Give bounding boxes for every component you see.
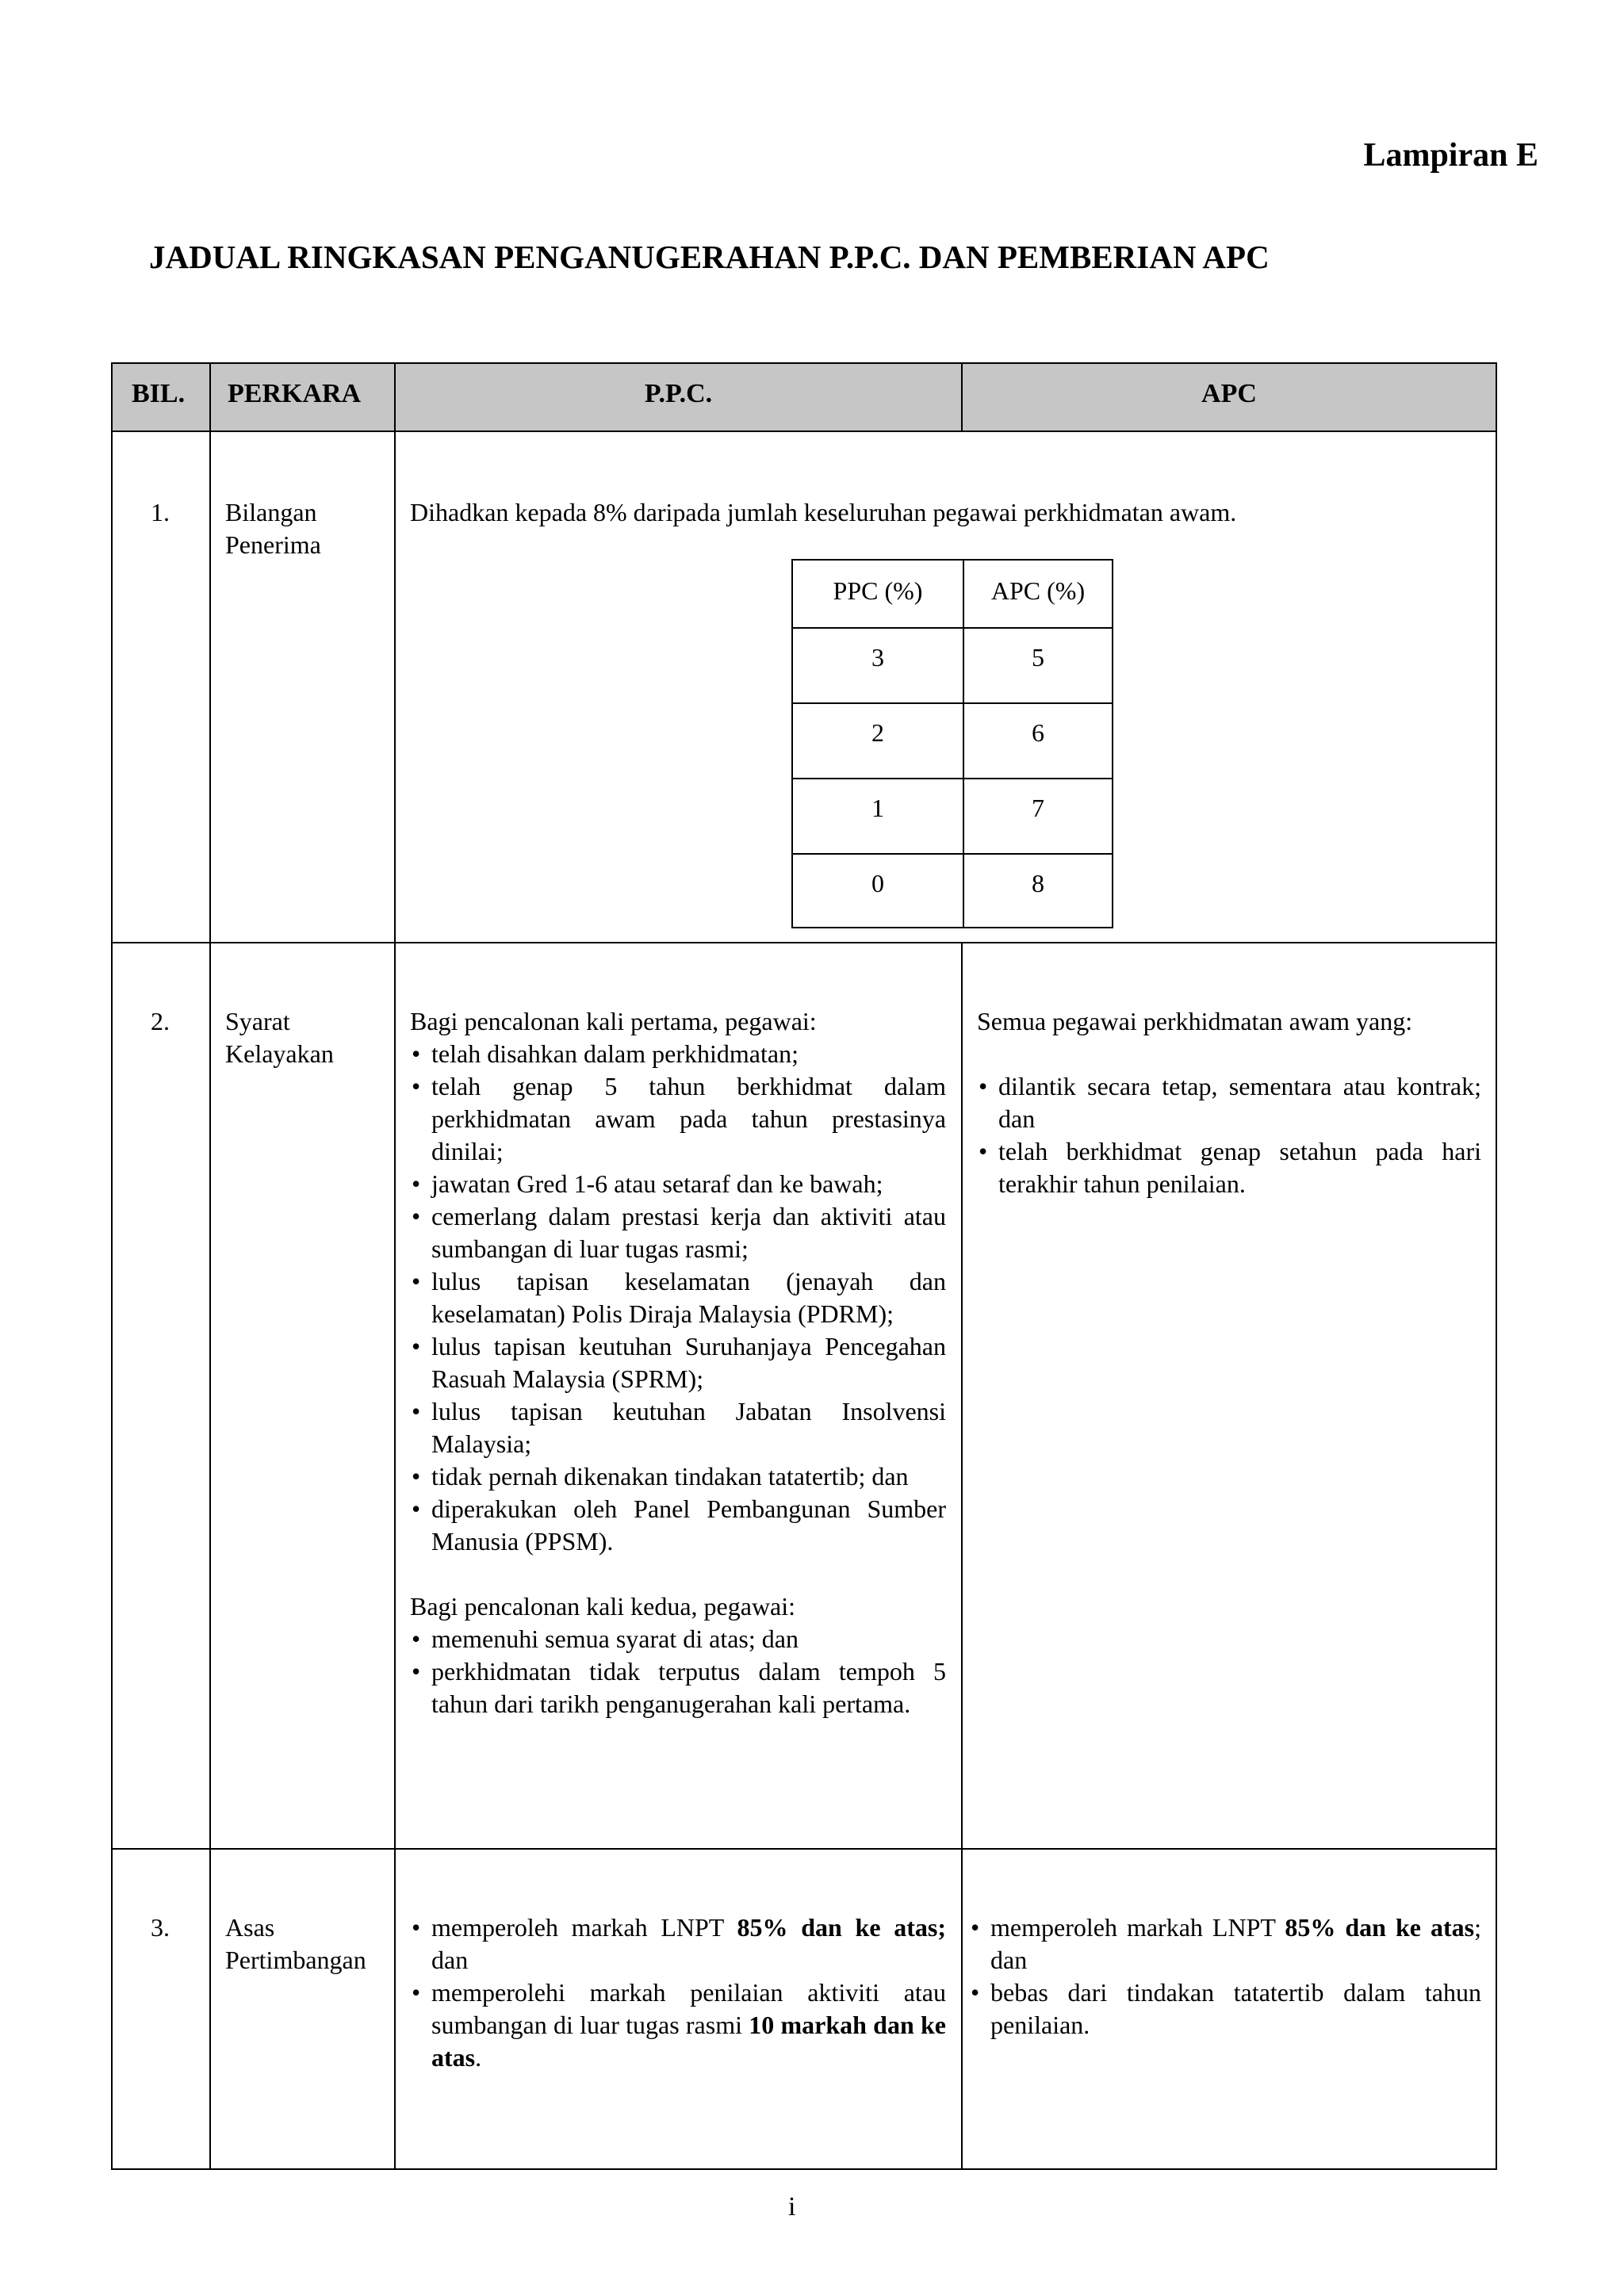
page-number: i [788, 2192, 796, 2221]
ratio-header-ppc: PPC (%) [833, 576, 923, 605]
row-3-topic: Asas Pertimbangan [225, 1913, 366, 1974]
column-header-bil: BIL. [132, 379, 186, 408]
list-item: • bebas dari tindakan tatatertib dalam tahun penilaian. [969, 1976, 1481, 2042]
row-2-number: 2. [151, 1007, 170, 1035]
ratio-table [791, 559, 1113, 928]
page-title: JADUAL RINGKASAN PENGANUGERAHAN P.P.C. DAN PEMBERIAN APC [149, 239, 1270, 275]
row-2-topic: Syarat Kelayakan [225, 1007, 334, 1068]
ratio-cell: 7 [1032, 794, 1044, 822]
ppc-first-nomination-intro: Bagi pencalonan kali pertama, pegawai: [410, 1007, 817, 1035]
row-1-topic: Bilangan Penerima [225, 498, 321, 559]
apc-eligibility-intro: Semua pegawai perkhidmatan awam yang: [977, 1007, 1413, 1035]
ppc-first-nomination-list [410, 1038, 946, 1558]
row-3-ppc-content [410, 1911, 946, 2074]
list-item: • telah genap 5 tahun berkhidmat dalam perkhidmatan awam pada tahun prestasinya dinilai; [410, 1070, 946, 1168]
apc-criteria-list [969, 1911, 1481, 2042]
ratio-cell: 8 [1032, 869, 1044, 897]
ratio-cell: 2 [871, 718, 884, 747]
list-item: • lulus tapisan keutuhan Jabatan Insolvensi Malaysia; [410, 1395, 946, 1460]
row-1-number: 1. [151, 498, 170, 526]
ppc-second-nomination-intro: Bagi pencalonan kali kedua, pegawai: [410, 1592, 796, 1621]
ratio-cell: 3 [871, 643, 884, 672]
row-2-ppc-content [410, 1005, 946, 1720]
ratio-cell: 6 [1032, 718, 1044, 747]
row-2-apc-content [977, 1005, 1481, 1200]
apc-eligibility-list [977, 1070, 1481, 1200]
column-header-apc: APC [1201, 379, 1257, 408]
list-item: • diperakukan oleh Panel Pembangunan Sumber Manusia (PPSM). [410, 1493, 946, 1558]
list-item: • memperolehi markah penilaian aktiviti atau sumbangan di luar tugas rasmi 10 markah dan ke atas. [410, 1976, 946, 2074]
list-item: • cemerlang dalam prestasi kerja dan aktiviti atau sumbangan di luar tugas rasmi; [410, 1200, 946, 1265]
list-item: • lulus tapisan keselamatan (jenayah dan keselamatan) Polis Diraja Malaysia (PDRM); [410, 1265, 946, 1330]
column-header-perkara: PERKARA [228, 379, 362, 408]
list-item: • memperoleh markah LNPT 85% dan ke atas; dan [410, 1911, 946, 1976]
ratio-cell: 5 [1032, 643, 1044, 672]
row-1-ppc-text: Dihadkan kepada 8% daripada jumlah keseluruhan pegawai perkhidmatan awam. [410, 498, 1237, 526]
list-item: • perkhidmatan tidak terputus dalam tempoh 5 tahun dari tarikh penganugerahan kali pertama. [410, 1655, 946, 1720]
list-item: • memenuhi semua syarat di atas; dan [410, 1623, 946, 1655]
row-3-apc-content [969, 1911, 1481, 2042]
list-item: • telah berkhidmat genap setahun pada hari terakhir tahun penilaian. [977, 1135, 1481, 1200]
ratio-cell: 0 [871, 869, 884, 897]
list-item: • dilantik secara tetap, sementara atau kontrak; dan [977, 1070, 1481, 1135]
annex-label: Lampiran E [1363, 137, 1538, 174]
ppc-criteria-list [410, 1911, 946, 2074]
row-3-number: 3. [151, 1913, 170, 1942]
ratio-header-apc: APC (%) [990, 576, 1086, 605]
list-item: • lulus tapisan keutuhan Suruhanjaya Pencegahan Rasuah Malaysia (SPRM); [410, 1330, 946, 1395]
list-item: • tidak pernah dikenakan tindakan tatatertib; dan [410, 1460, 946, 1493]
column-header-ppc: P.P.C. [644, 379, 713, 408]
ppc-second-nomination-list [410, 1623, 946, 1720]
list-item: • jawatan Gred 1-6 atau setaraf dan ke bawah; [410, 1168, 946, 1200]
list-item: • telah disahkan dalam perkhidmatan; [410, 1038, 946, 1070]
list-item: • memperoleh markah LNPT 85% dan ke atas; dan [969, 1911, 1481, 1976]
ratio-cell: 1 [871, 794, 884, 822]
